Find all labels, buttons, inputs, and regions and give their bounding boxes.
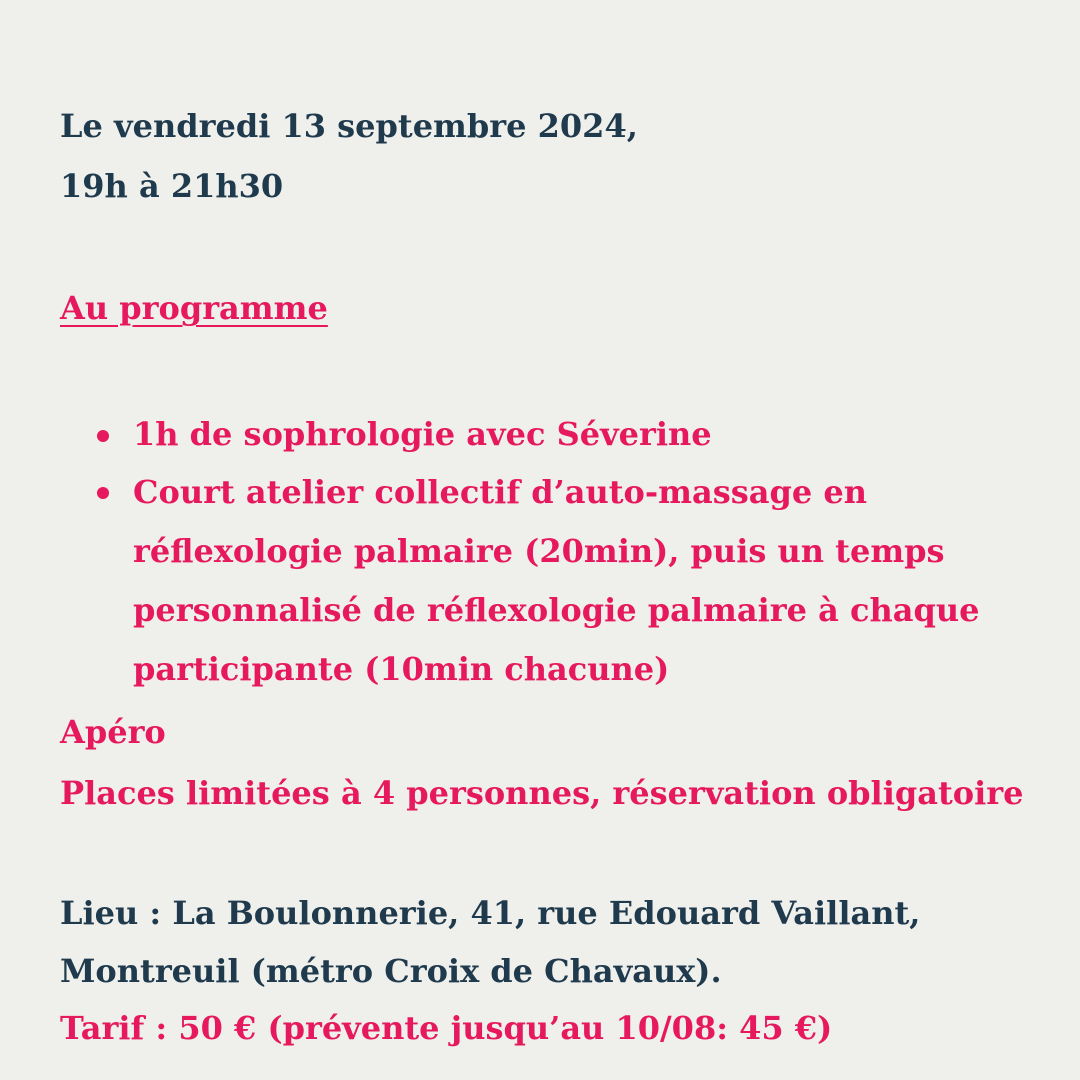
price-text: Tarif : 50 € (prévente jusqu’au 10/08: 45 €) [60, 1009, 833, 1047]
program-item-2-line-2: réflexologie palmaire (20min), puis un temps [133, 532, 945, 570]
program-item-2-line-3: personnalisé de réflexologie palmaire à chaque [133, 591, 980, 629]
program-item-2-line-1: Court atelier collectif d’auto-massage en [133, 473, 868, 511]
program-item-2-line-4: participante (10min chacune) [133, 650, 670, 688]
location-line-1: Lieu : La Boulonnerie, 41, rue Edouard Vaillant, [60, 894, 921, 932]
apero-text: Apéro [60, 713, 166, 751]
event-date: Le vendredi 13 septembre 2024, [60, 107, 638, 145]
program-heading: Au programme [60, 289, 328, 327]
location-line-2: Montreuil (métro Croix de Chavaux). [60, 952, 722, 990]
program-item-1: 1h de sophrologie avec Séverine [133, 415, 712, 453]
event-time: 19h à 21h30 [60, 167, 284, 205]
bullet-icon [97, 430, 109, 442]
places-text: Places limitées à 4 personnes, réservation obligatoire [60, 774, 1024, 812]
bullet-icon [97, 487, 109, 499]
